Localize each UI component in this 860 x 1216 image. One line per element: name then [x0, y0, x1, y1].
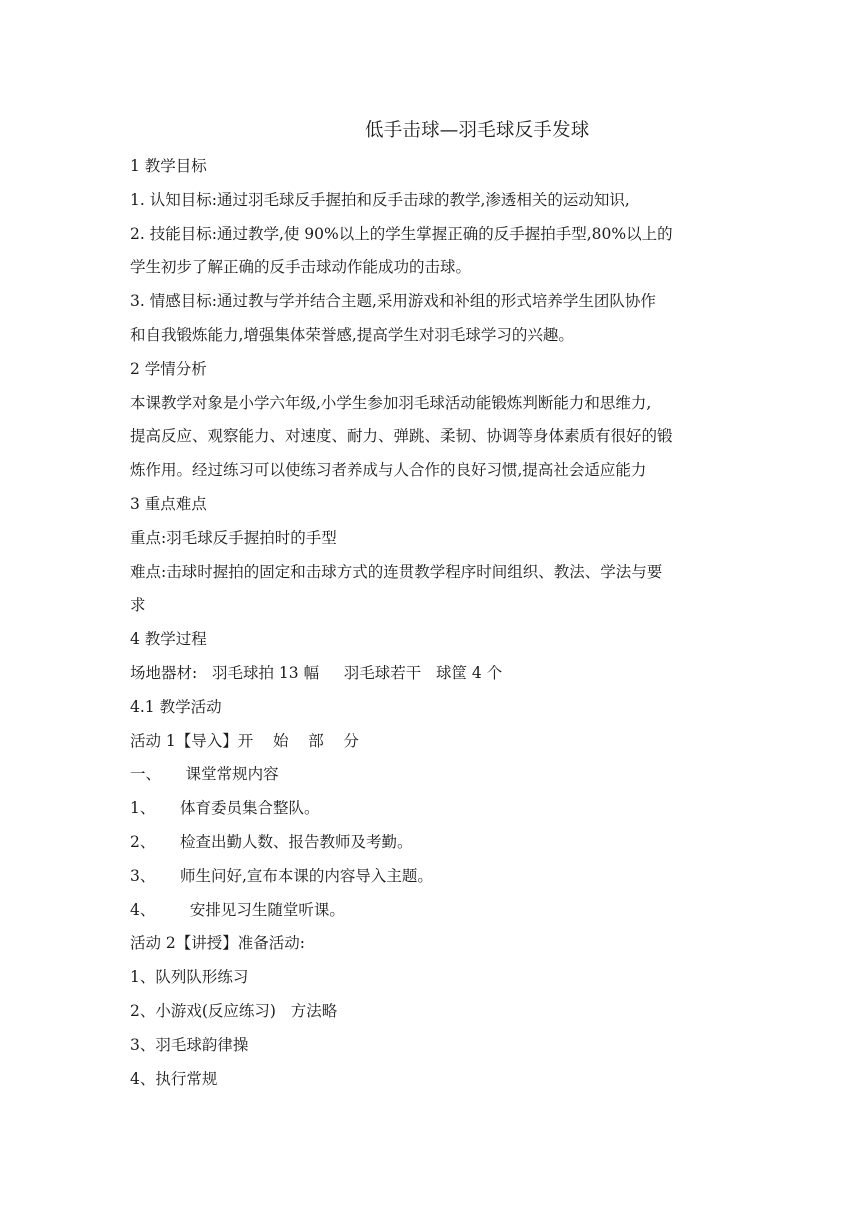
document-body [130, 150, 735, 1096]
paragraph-line: 1. 认知目标:通过羽毛球反手握拍和反手击球的教学,渗透相关的运动知识, [130, 190, 630, 209]
section-heading-student-analysis: 2 学情分析 [130, 359, 207, 378]
list-item: 2、 检查出勤人数、报告教师及考勤。 [130, 832, 413, 851]
paragraph-line: 2. 技能目标:通过教学,使 90%以上的学生掌握正确的反手握拍手型,80%以上的 [130, 224, 673, 243]
equipment-line: 场地器材: 羽毛球拍 13 幅 羽毛球若干 球筐 4 个 [130, 663, 503, 682]
list-item: 4、执行常规 [130, 1069, 218, 1088]
activity-heading: 活动 2【讲授】准备活动: [130, 934, 306, 953]
list-item: 一、 课堂常规内容 [130, 765, 279, 784]
subsection-heading-activities: 4.1 教学活动 [130, 697, 222, 716]
paragraph-line: 和自我锻炼能力,增强集体荣誉感,提高学生对羽毛球学习的兴趣。 [130, 325, 574, 344]
document-title: 低手击球—羽毛球反手发球 [365, 120, 590, 141]
list-item: 4、 安排见习生随堂听课。 [130, 900, 345, 919]
section-heading-teaching-goals: 1 教学目标 [130, 157, 207, 175]
list-item: 1、队列队形练习 [130, 968, 249, 987]
paragraph-line: 提高反应、观察能力、对速度、耐力、弹跳、柔韧、协调等身体素质有很好的锻 [130, 427, 673, 446]
activity-heading: 活动 1【导入】开 始 部 分 [130, 731, 359, 750]
paragraph-line: 本课教学对象是小学六年级,小学生参加羽毛球活动能锻炼判断能力和思维力, [130, 393, 652, 412]
paragraph-line: 难点:击球时握拍的固定和击球方式的连贯教学程序时间组织、教法、学法与要 [130, 562, 663, 581]
paragraph-line: 学生初步了解正确的反手击球动作能成功的击球。 [130, 258, 472, 277]
list-item: 2、小游戏(反应练习) 方法略 [130, 1001, 338, 1020]
list-item: 3、 师生问好,宣布本课的内容导入主题。 [130, 866, 433, 885]
list-item: 3、羽毛球韵律操 [130, 1035, 249, 1054]
paragraph-line: 重点:羽毛球反手握拍时的手型 [130, 528, 337, 547]
section-heading-key-points: 3 重点难点 [130, 494, 207, 513]
section-heading-teaching-process: 4 教学过程 [130, 630, 207, 649]
list-item: 1、 体育委员集合整队。 [130, 799, 320, 818]
paragraph-line: 3. 情感目标:通过教与学并结合主题,采用游戏和补组的形式培养学生团队协作 [130, 292, 656, 311]
paragraph-line: 炼作用。经过练习可以使练习者养成与人合作的良好习惯,提高社会适应能力 [130, 461, 647, 480]
paragraph-line: 求 [130, 596, 146, 615]
